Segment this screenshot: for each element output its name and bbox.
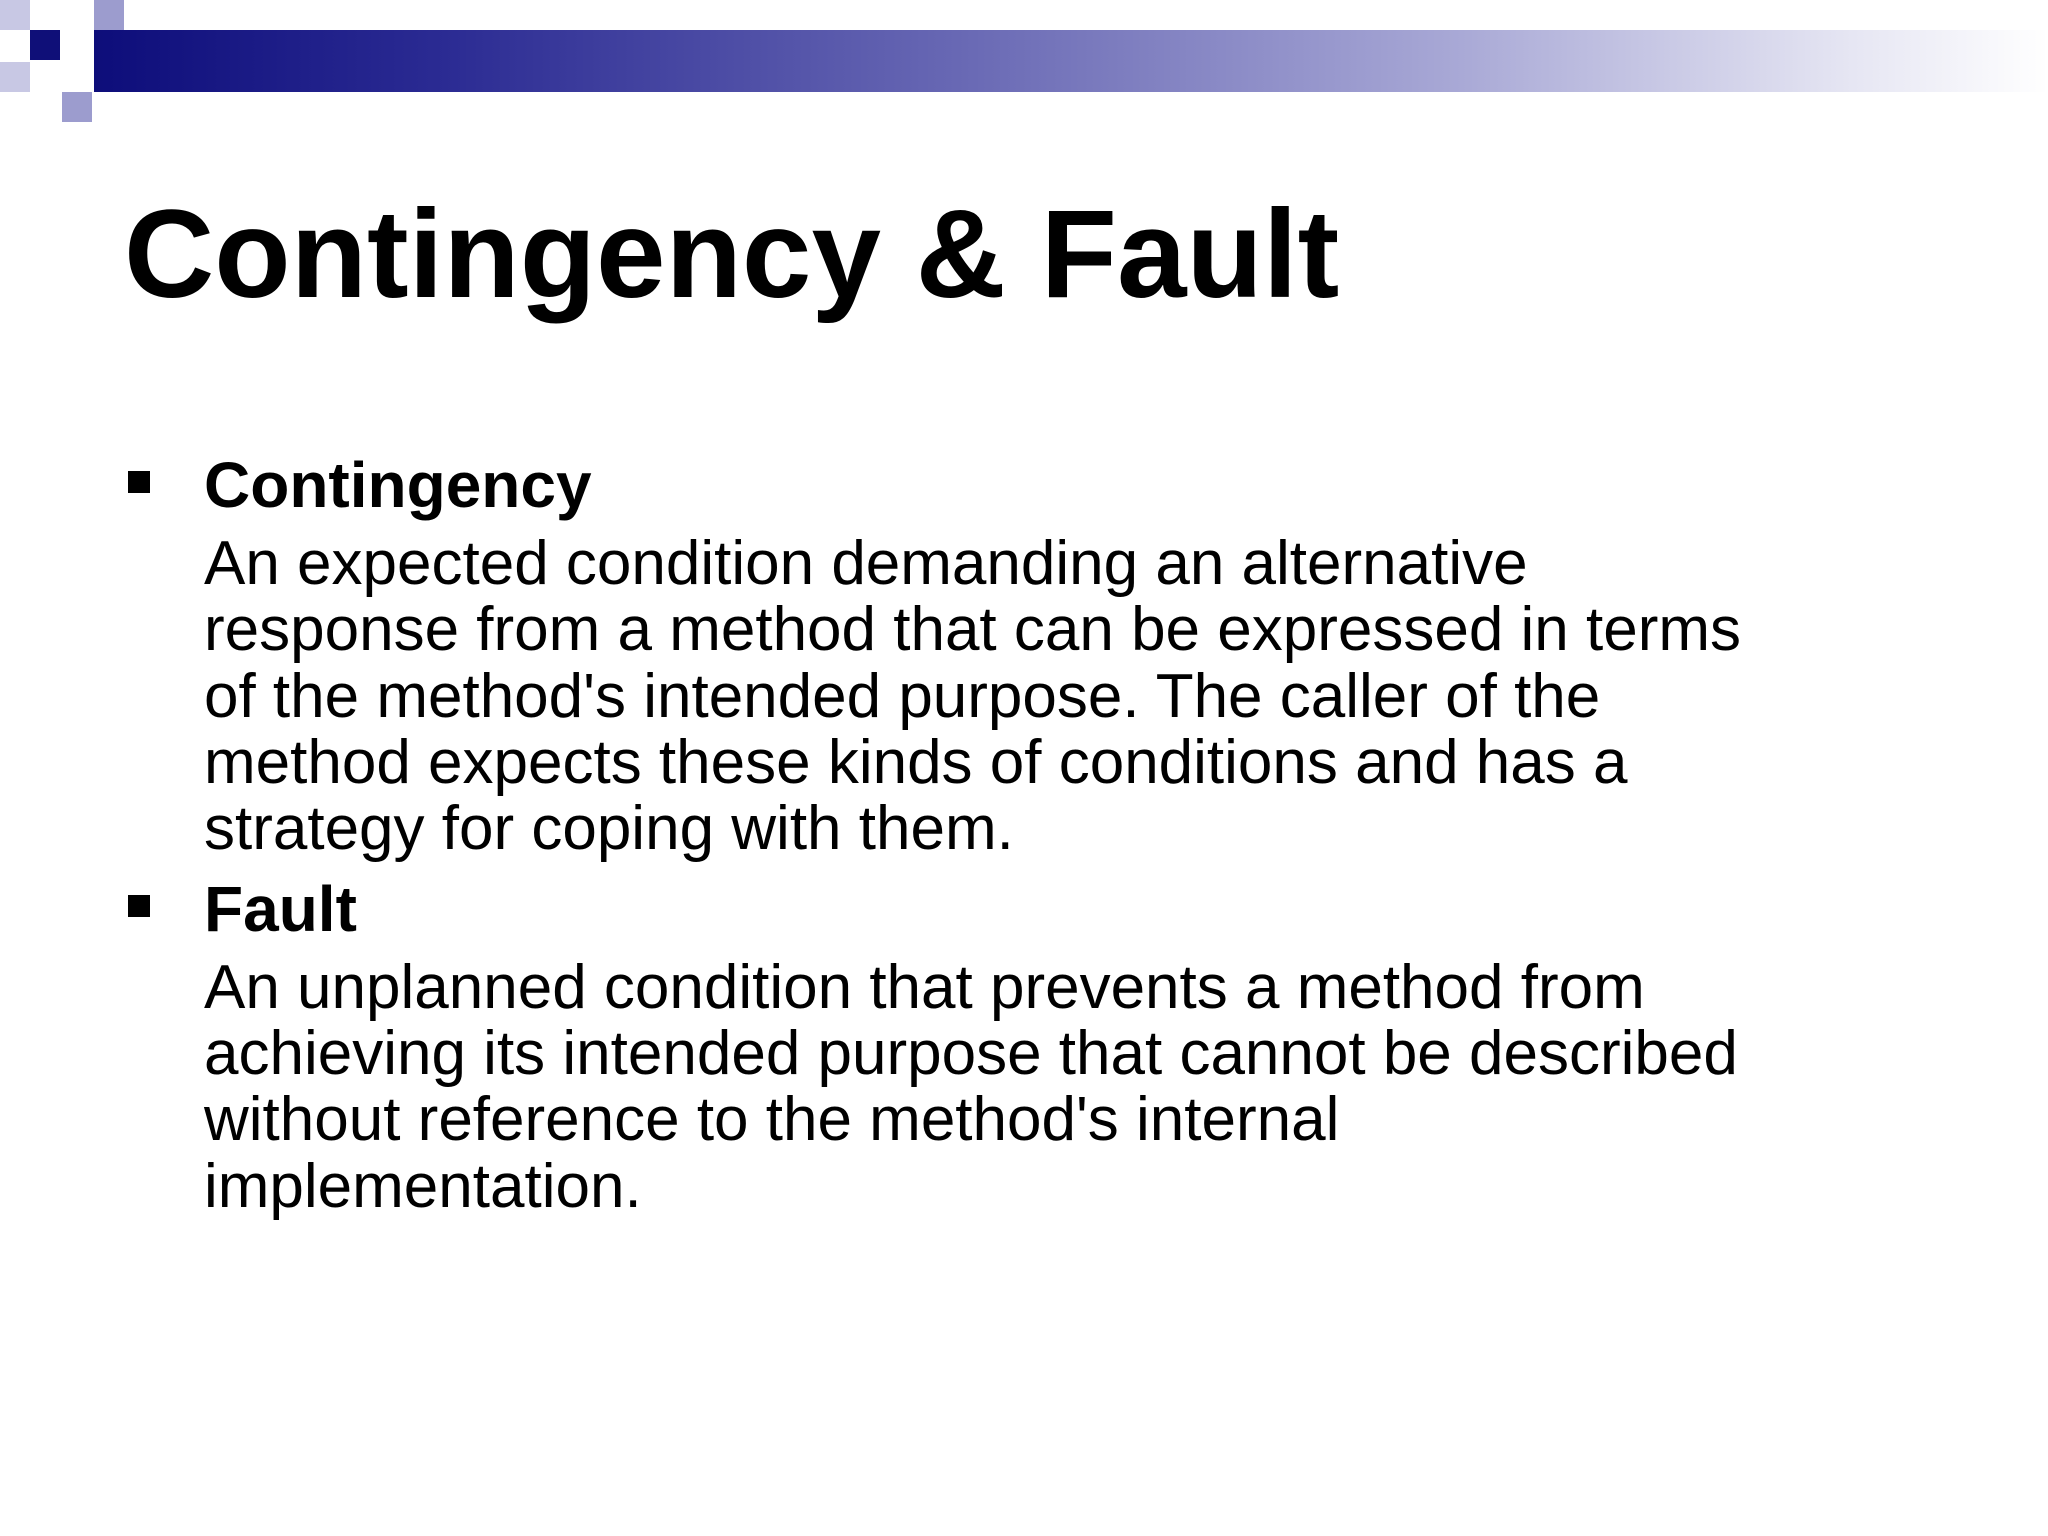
definition-line: An unplanned condition that prevents a method from xyxy=(204,952,1645,1022)
decor-square xyxy=(94,0,124,30)
slide-title: Contingency & Fault xyxy=(124,185,1340,324)
definition-line: response from a method that can be expressed in terms xyxy=(204,595,1742,665)
term-definition xyxy=(204,952,1984,1221)
definition-line: without reference to the method's internal xyxy=(204,1085,1340,1155)
bullet-contingency xyxy=(124,445,1984,863)
decor-square xyxy=(30,30,60,60)
decor-square xyxy=(62,92,92,122)
term-label: Fault xyxy=(204,872,357,945)
decor-square xyxy=(0,62,30,92)
definition-line: of the method's intended purpose. The caller of the xyxy=(204,661,1601,731)
definition-line: method expects these kinds of conditions and has a xyxy=(204,727,1628,797)
square-bullet-icon xyxy=(128,895,150,917)
bullet-fault xyxy=(124,869,1984,1220)
definition-line: strategy for coping with them. xyxy=(204,794,1014,864)
definition-line: achieving its intended purpose that cannot be described xyxy=(204,1018,1738,1088)
header-gradient-bar xyxy=(94,30,2048,92)
square-bullet-icon xyxy=(128,471,150,493)
term-label: Contingency xyxy=(204,449,592,521)
slide-content xyxy=(124,445,1984,1220)
decor-square xyxy=(0,0,30,30)
definition-line: implementation. xyxy=(204,1151,642,1221)
term-definition xyxy=(204,531,1984,863)
definition-line: An expected condition demanding an alternative xyxy=(204,529,1528,598)
